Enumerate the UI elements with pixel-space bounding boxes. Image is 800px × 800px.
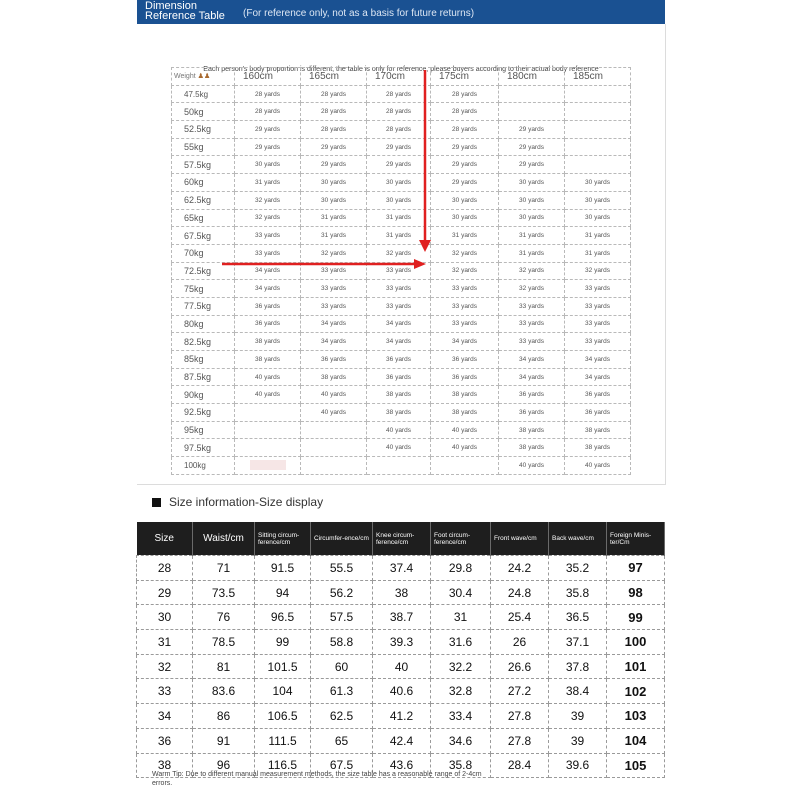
reference-cell: 30 yards — [301, 191, 367, 209]
reference-cell: 33 yards — [565, 315, 631, 333]
reference-cell: 29 yards — [431, 174, 499, 192]
reference-cell: 31 yards — [301, 209, 367, 227]
reference-cell: 40 yards — [565, 457, 631, 475]
reference-cell: 33 yards — [565, 280, 631, 298]
measurement-cell: 94 — [255, 580, 311, 605]
reference-cell: 38 yards — [431, 404, 499, 422]
reference-cell: 36 yards — [431, 351, 499, 369]
reference-cell: 40 yards — [499, 457, 565, 475]
measurement-cell: 38.7 — [373, 605, 431, 630]
reference-cell: 29 yards — [367, 156, 431, 174]
reference-header-row — [172, 68, 631, 86]
reference-cell: 32 yards — [499, 280, 565, 298]
size-value-cell: 28 — [137, 556, 193, 581]
reference-cell: 34 yards — [499, 368, 565, 386]
measurement-cell: 33.4 — [431, 704, 491, 729]
reference-cell: 38 yards — [565, 439, 631, 457]
reference-cell: 28 yards — [301, 121, 367, 139]
size-value-cell: 36 — [137, 728, 193, 753]
reference-cell: 28 yards — [431, 121, 499, 139]
reference-cell: 40 yards — [301, 386, 367, 404]
reference-row — [172, 262, 631, 280]
reference-cell: 40 yards — [235, 368, 301, 386]
weight-cell: 50kg — [172, 103, 235, 121]
size-row — [137, 605, 665, 630]
reference-row — [172, 191, 631, 209]
reference-cell: 40 yards — [235, 386, 301, 404]
measurement-cell: 40.6 — [373, 679, 431, 704]
measurement-cell: 101 — [607, 654, 665, 679]
reference-cell — [301, 457, 367, 475]
reference-cell — [565, 138, 631, 156]
size-value-cell: 29 — [137, 580, 193, 605]
weight-cell: 100kg — [172, 457, 235, 475]
reference-cell: 29 yards — [301, 156, 367, 174]
size-row — [137, 728, 665, 753]
reference-cell: 33 yards — [301, 297, 367, 315]
reference-cell: 31 yards — [565, 227, 631, 245]
reference-row — [172, 351, 631, 369]
measurement-cell: 102 — [607, 679, 665, 704]
measurement-cell: 26.6 — [491, 654, 549, 679]
measurement-cell: 60 — [311, 654, 373, 679]
reference-cell: 28 yards — [367, 121, 431, 139]
weight-cell: 72.5kg — [172, 262, 235, 280]
reference-cell: 33 yards — [499, 297, 565, 315]
size-value-cell: 31 — [137, 630, 193, 655]
size-value-cell: 33 — [137, 679, 193, 704]
weight-cell: 55kg — [172, 138, 235, 156]
reference-cell: 34 yards — [301, 315, 367, 333]
measurement-cell: 27.8 — [491, 704, 549, 729]
reference-cell: 36 yards — [565, 386, 631, 404]
measurement-cell: 96.5 — [255, 605, 311, 630]
size-header: Front wave/cm — [491, 522, 549, 556]
reference-row — [172, 280, 631, 298]
reference-row — [172, 174, 631, 192]
reference-row — [172, 297, 631, 315]
reference-row — [172, 457, 631, 475]
measurement-cell: 101.5 — [255, 654, 311, 679]
reference-cell: 31 yards — [367, 209, 431, 227]
reference-cell: 34 yards — [367, 315, 431, 333]
measurement-cell: 105 — [607, 753, 665, 778]
size-row — [137, 679, 665, 704]
reference-row — [172, 156, 631, 174]
weight-cell: 47.5kg — [172, 85, 235, 103]
measurement-cell: 40 — [373, 654, 431, 679]
reference-cell — [499, 85, 565, 103]
weight-cell: 80kg — [172, 315, 235, 333]
header-bar — [137, 0, 665, 24]
measurement-cell: 26 — [491, 630, 549, 655]
reference-cell — [367, 457, 431, 475]
measurement-cell: 91 — [193, 728, 255, 753]
reference-cell — [431, 457, 499, 475]
size-header: Circumfer-ence/cm — [311, 522, 373, 556]
weight-cell: 87.5kg — [172, 368, 235, 386]
reference-cell — [565, 121, 631, 139]
reference-cell: 29 yards — [367, 138, 431, 156]
measurement-cell: 99 — [607, 605, 665, 630]
reference-cell: 31 yards — [301, 227, 367, 245]
reference-cell: 29 yards — [431, 156, 499, 174]
measurement-cell: 65 — [311, 728, 373, 753]
measurement-cell: 96 — [193, 753, 255, 778]
reference-cell: 28 yards — [301, 85, 367, 103]
measurement-cell: 56.2 — [311, 580, 373, 605]
reference-cell: 32 yards — [431, 244, 499, 262]
weight-cell: 57.5kg — [172, 156, 235, 174]
reference-cell: 33 yards — [367, 262, 431, 280]
measurement-cell: 104 — [607, 728, 665, 753]
reference-row — [172, 227, 631, 245]
measurement-cell: 76 — [193, 605, 255, 630]
reference-cell: 28 yards — [301, 103, 367, 121]
reference-row — [172, 103, 631, 121]
measurement-cell: 57.5 — [311, 605, 373, 630]
size-row — [137, 556, 665, 581]
reference-cell — [235, 439, 301, 457]
reference-cell: 33 yards — [301, 280, 367, 298]
reference-cell: 31 yards — [235, 174, 301, 192]
reference-cell: 33 yards — [235, 227, 301, 245]
reference-cell: 30 yards — [235, 156, 301, 174]
measurement-cell: 39.3 — [373, 630, 431, 655]
reference-cell — [565, 85, 631, 103]
reference-cell: 31 yards — [431, 227, 499, 245]
measurement-cell: 38.4 — [549, 679, 607, 704]
weight-cell: 92.5kg — [172, 404, 235, 422]
measurement-cell: 111.5 — [255, 728, 311, 753]
highlight-cell — [250, 460, 286, 470]
reference-cell: 34 yards — [499, 351, 565, 369]
reference-cell: 36 yards — [367, 368, 431, 386]
measurement-cell: 27.2 — [491, 679, 549, 704]
reference-cell: 30 yards — [499, 174, 565, 192]
reference-cell: 28 yards — [367, 85, 431, 103]
measurement-cell: 83.6 — [193, 679, 255, 704]
size-value-cell: 32 — [137, 654, 193, 679]
reference-cell: 28 yards — [431, 85, 499, 103]
reference-cell: 32 yards — [431, 262, 499, 280]
size-value-cell: 30 — [137, 605, 193, 630]
reference-cell: 38 yards — [499, 421, 565, 439]
reference-cell: 30 yards — [367, 191, 431, 209]
measurement-cell: 39 — [549, 704, 607, 729]
weight-cell: 75kg — [172, 280, 235, 298]
reference-cell: 29 yards — [431, 138, 499, 156]
reference-cell: 31 yards — [565, 244, 631, 262]
reference-row — [172, 121, 631, 139]
weight-cell: 70kg — [172, 244, 235, 262]
header-note: (For reference only, not as a basis for future returns) — [243, 8, 475, 19]
reference-row — [172, 439, 631, 457]
reference-cell: 29 yards — [301, 138, 367, 156]
reference-cell: 38 yards — [235, 333, 301, 351]
size-header: Foreign Minis-ter/Cm — [607, 522, 665, 556]
reference-cell: 33 yards — [301, 262, 367, 280]
measurement-cell: 116.5 — [255, 753, 311, 778]
measurement-cell: 27.8 — [491, 728, 549, 753]
reference-cell: 34 yards — [565, 368, 631, 386]
height-header: 160cm — [235, 68, 301, 86]
weight-label: Weight — [174, 73, 196, 81]
reference-cell — [499, 103, 565, 121]
reference-cell: 31 yards — [499, 244, 565, 262]
reference-cell: 34 yards — [235, 280, 301, 298]
reference-cell: 29 yards — [499, 121, 565, 139]
reference-cell: 34 yards — [431, 333, 499, 351]
reference-cell: 30 yards — [565, 209, 631, 227]
reference-cell: 33 yards — [565, 333, 631, 351]
size-value-cell: 34 — [137, 704, 193, 729]
measurement-cell: 39.6 — [549, 753, 607, 778]
reference-row — [172, 404, 631, 422]
measurement-cell: 62.5 — [311, 704, 373, 729]
reference-cell — [235, 404, 301, 422]
measurement-cell: 78.5 — [193, 630, 255, 655]
reference-cell: 33 yards — [499, 315, 565, 333]
reference-row — [172, 138, 631, 156]
measurement-cell: 35.8 — [431, 753, 491, 778]
reference-cell: 33 yards — [235, 244, 301, 262]
weight-cell: 82.5kg — [172, 333, 235, 351]
measurement-cell: 32.2 — [431, 654, 491, 679]
reference-row — [172, 85, 631, 103]
measurement-cell: 100 — [607, 630, 665, 655]
reference-row — [172, 315, 631, 333]
reference-cell: 40 yards — [301, 404, 367, 422]
measurement-cell: 25.4 — [491, 605, 549, 630]
reference-cell: 40 yards — [367, 421, 431, 439]
measurement-cell: 61.3 — [311, 679, 373, 704]
weight-cell: 65kg — [172, 209, 235, 227]
size-header-row — [137, 522, 665, 556]
size-header: Knee circum-ference/cm — [373, 522, 431, 556]
reference-cell: 32 yards — [235, 209, 301, 227]
weight-cell: 67.5kg — [172, 227, 235, 245]
reference-cell: 36 yards — [565, 404, 631, 422]
reference-cell: 29 yards — [235, 121, 301, 139]
reference-cell: 38 yards — [367, 386, 431, 404]
measurement-cell: 29.8 — [431, 556, 491, 581]
reference-cell: 32 yards — [301, 244, 367, 262]
size-row — [137, 580, 665, 605]
reference-cell: 29 yards — [235, 138, 301, 156]
weight-height-reference-table — [171, 67, 631, 475]
measurement-cell: 81 — [193, 654, 255, 679]
measurement-cell: 103 — [607, 704, 665, 729]
reference-cell: 33 yards — [367, 280, 431, 298]
reference-row — [172, 244, 631, 262]
measurement-cell: 73.5 — [193, 580, 255, 605]
measurement-cell: 41.2 — [373, 704, 431, 729]
reference-cell: 34 yards — [235, 262, 301, 280]
reference-cell: 31 yards — [499, 227, 565, 245]
measurement-cell: 31 — [431, 605, 491, 630]
measurement-cell: 31.6 — [431, 630, 491, 655]
reference-cell: 36 yards — [367, 351, 431, 369]
measurement-cell: 104 — [255, 679, 311, 704]
reference-cell: 33 yards — [565, 297, 631, 315]
size-value-cell: 38 — [137, 753, 193, 778]
weight-cell: 90kg — [172, 386, 235, 404]
measurement-cell: 97 — [607, 556, 665, 581]
measurement-cell: 24.2 — [491, 556, 549, 581]
measurement-cell: 99 — [255, 630, 311, 655]
measurement-cell: 43.6 — [373, 753, 431, 778]
measurement-cell: 91.5 — [255, 556, 311, 581]
reference-cell: 34 yards — [301, 333, 367, 351]
reference-cell: 30 yards — [367, 174, 431, 192]
reference-cell: 29 yards — [499, 138, 565, 156]
reference-cell: 30 yards — [499, 209, 565, 227]
measurement-cell: 36.5 — [549, 605, 607, 630]
reference-cell: 33 yards — [367, 297, 431, 315]
reference-cell: 31 yards — [367, 227, 431, 245]
reference-cell: 32 yards — [565, 262, 631, 280]
reference-cell: 28 yards — [235, 85, 301, 103]
weight-cell: 62.5kg — [172, 191, 235, 209]
height-header: 170cm — [367, 68, 431, 86]
measurement-cell: 106.5 — [255, 704, 311, 729]
measurement-cell: 71 — [193, 556, 255, 581]
reference-cell: 40 yards — [367, 439, 431, 457]
size-section-title-text: Size information-Size display — [169, 495, 324, 509]
reference-cell: 32 yards — [367, 244, 431, 262]
measurement-cell: 30.4 — [431, 580, 491, 605]
size-header: Sitting circum-ference/cm — [255, 522, 311, 556]
reference-cell: 38 yards — [431, 386, 499, 404]
weight-cell: 85kg — [172, 351, 235, 369]
measurement-cell: 32.8 — [431, 679, 491, 704]
reference-cell — [565, 156, 631, 174]
reference-cell: 38 yards — [499, 439, 565, 457]
reference-cell: 36 yards — [235, 315, 301, 333]
measurement-cell: 67.5 — [311, 753, 373, 778]
measurement-cell: 37.1 — [549, 630, 607, 655]
reference-cell: 33 yards — [431, 280, 499, 298]
measurement-cell: 38 — [373, 580, 431, 605]
reference-cell: 33 yards — [499, 333, 565, 351]
reference-cell: 33 yards — [431, 315, 499, 333]
person-icon: ♟♟ — [197, 73, 211, 81]
measurement-cell: 34.6 — [431, 728, 491, 753]
reference-cell: 30 yards — [565, 174, 631, 192]
measurement-cell: 58.8 — [311, 630, 373, 655]
size-row — [137, 704, 665, 729]
reference-cell: 34 yards — [565, 351, 631, 369]
weight-cell: 60kg — [172, 174, 235, 192]
measurement-cell: 35.8 — [549, 580, 607, 605]
weight-cell: 95kg — [172, 421, 235, 439]
reference-row — [172, 368, 631, 386]
reference-cell: 28 yards — [235, 103, 301, 121]
height-header: 185cm — [565, 68, 631, 86]
reference-cell — [301, 439, 367, 457]
reference-cell: 30 yards — [499, 191, 565, 209]
height-header: 165cm — [301, 68, 367, 86]
reference-cell: 28 yards — [431, 103, 499, 121]
reference-cell — [301, 421, 367, 439]
reference-cell: 34 yards — [367, 333, 431, 351]
reference-cell: 38 yards — [565, 421, 631, 439]
reference-row — [172, 421, 631, 439]
measurement-cell: 37.8 — [549, 654, 607, 679]
reference-cell: 30 yards — [431, 209, 499, 227]
reference-cell: 36 yards — [499, 386, 565, 404]
bullet-square-icon — [152, 498, 161, 507]
measurement-cell: 24.8 — [491, 580, 549, 605]
height-header: 175cm — [431, 68, 499, 86]
reference-row — [172, 333, 631, 351]
reference-cell: 28 yards — [367, 103, 431, 121]
size-section-title — [152, 495, 323, 509]
reference-cell — [235, 457, 301, 475]
reference-cell: 29 yards — [499, 156, 565, 174]
reference-row — [172, 209, 631, 227]
reference-corner — [172, 68, 235, 86]
measurement-cell: 42.4 — [373, 728, 431, 753]
weight-cell: 52.5kg — [172, 121, 235, 139]
reference-note: Each person's body proportion is different, the table is only for reference, please buyers according to their actual body reference — [203, 66, 599, 73]
measurement-cell: 98 — [607, 580, 665, 605]
reference-cell: 30 yards — [301, 174, 367, 192]
reference-cell: 33 yards — [431, 297, 499, 315]
reference-cell — [565, 103, 631, 121]
header-title: Dimension Reference Table — [145, 0, 225, 22]
reference-cell: 40 yards — [431, 421, 499, 439]
height-header: 180cm — [499, 68, 565, 86]
measurement-cell: 86 — [193, 704, 255, 729]
reference-cell: 38 yards — [235, 351, 301, 369]
reference-cell: 32 yards — [499, 262, 565, 280]
reference-cell: 38 yards — [301, 368, 367, 386]
measurement-cell: 55.5 — [311, 556, 373, 581]
reference-cell: 30 yards — [431, 191, 499, 209]
measurement-cell: 37.4 — [373, 556, 431, 581]
measurement-cell: 35.2 — [549, 556, 607, 581]
reference-cell: 32 yards — [235, 191, 301, 209]
size-table — [136, 522, 665, 778]
size-header: Size — [137, 522, 193, 556]
size-row — [137, 654, 665, 679]
reference-cell: 30 yards — [565, 191, 631, 209]
reference-cell: 38 yards — [367, 404, 431, 422]
reference-cell: 36 yards — [431, 368, 499, 386]
size-row — [137, 630, 665, 655]
reference-cell: 36 yards — [301, 351, 367, 369]
warm-tip: Warm Tip: Due to different manual measurement methods, the size table has a reasonable range of 2-4cm errors. — [152, 771, 482, 787]
reference-cell: 40 yards — [431, 439, 499, 457]
weight-cell: 97.5kg — [172, 439, 235, 457]
reference-cell — [235, 421, 301, 439]
size-header: Foot circum-ference/cm — [431, 522, 491, 556]
size-header: Back wave/cm — [549, 522, 607, 556]
reference-row — [172, 386, 631, 404]
reference-cell: 36 yards — [499, 404, 565, 422]
weight-cell: 77.5kg — [172, 297, 235, 315]
reference-cell: 36 yards — [235, 297, 301, 315]
measurement-cell: 39 — [549, 728, 607, 753]
measurement-cell: 28.4 — [491, 753, 549, 778]
size-header: Waist/cm — [193, 522, 255, 556]
